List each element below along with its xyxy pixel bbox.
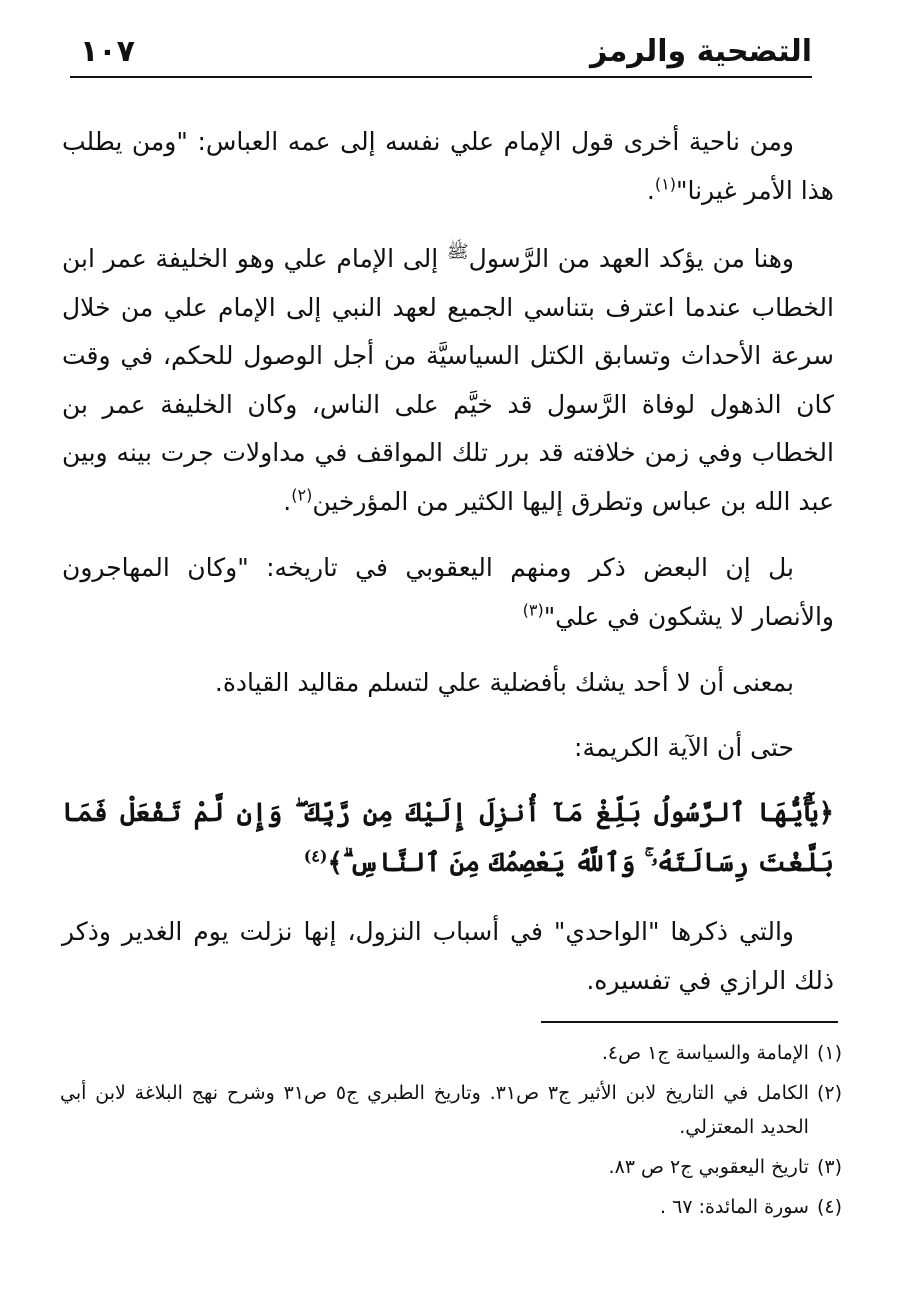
footnote-ref-3: (٣) [522, 600, 544, 620]
footnote-text: الكامل في التاريخ لابن الأثير ج٣ ص٣١. وتاريخ الطبري ج٥ ص٣١ وشرح نهج البلاغة لابن أبي الحديد المعتزلي. [60, 1082, 809, 1138]
footnote-ref-4: (٤) [303, 846, 328, 866]
paragraph-3 [62, 544, 834, 641]
honorific-symbol: ﷺ [446, 241, 469, 263]
paragraph-2-text-a: وهنا من يؤكد العهد من الرَّسول [468, 244, 794, 273]
footnote-number: (٣) [816, 1156, 842, 1178]
footnote-1 [60, 1036, 842, 1070]
paragraph-2 [62, 235, 834, 526]
footnote-number: (٤) [816, 1196, 842, 1218]
paragraph-1 [62, 118, 834, 215]
running-title: التضحية والرمز [590, 34, 812, 69]
page-number: ١٠٧ [80, 34, 135, 69]
body-text [62, 118, 834, 1005]
footnote-text: سورة المائدة: ٦٧ . [660, 1196, 809, 1218]
paragraph-1-text: ومن ناحية أخرى قول الإمام علي نفسه إلى عمه العباس: "ومن يطلب هذا الأمر غيرنا" [62, 127, 834, 205]
footnote-number: (١) [816, 1042, 842, 1064]
paragraph-5: حتى أن الآية الكريمة: [574, 732, 794, 762]
footnote-ref-1: (١) [654, 174, 676, 194]
paragraph-3-text: بل إن البعض ذكر ومنهم اليعقوبي في تاريخه: "وكان المهاجرون والأنصار لا يشكون في علي" [62, 553, 834, 631]
paragraph-1-end: . [646, 175, 655, 205]
footnote-text: الإمامة والسياسة ج١ ص٤. [601, 1042, 809, 1064]
page-header [70, 30, 812, 78]
footnotes [60, 1036, 842, 1230]
paragraph-6: والتي ذكرها "الواحدي" في أسباب النزول، إنها نزلت يوم الغدير وذكر ذلك الرازي في تفسيره. [62, 917, 834, 995]
footnote-2 [60, 1076, 842, 1144]
paragraph-4: بمعنى أن لا أحد يشك بأفضلية علي لتسلم مقاليد القيادة. [214, 668, 794, 697]
footnote-ref-2: (٢) [291, 485, 313, 505]
footnote-3 [60, 1150, 842, 1184]
footnote-text: تاريخ اليعقوبي ج٢ ص ٨٣. [608, 1156, 809, 1178]
quran-verse [62, 788, 834, 888]
footnote-number: (٢) [816, 1082, 842, 1104]
paragraph-2-text-b: إلى الإمام علي وهو الخليفة عمر ابن الخطاب عندما اعترف بتناسي الجميع لعهد النبي إلى الإمام علي من خلال سرعة الأحداث وتسابق الكتل السياسيَّة من أجل الوصول للحكم، في وقت كان الذهول لوفاة الرَّسول قد خيَّم على الناس، وكان الخليفة عمر بن الخطاب وفي زمن خلافته قد برر تلك المواقف في مداولات جرت بينه وبين عبد الله بن عباس وتطرق إليها الكثير من المؤرخين [62, 244, 834, 516]
footnote-rule [541, 1021, 838, 1023]
footnote-4 [60, 1190, 842, 1224]
header-rule [70, 76, 812, 78]
quran-verse-text: ﴿يَٰٓأَيُّهَا ٱلرَّسُولُ بَلِّغْ مَآ أُنزِلَ إِلَيْكَ مِن رَّبِّكَ ۖ وَإِن لَّمْ تَفْعَلْ فَمَا بَلَّغْتَ رِسَالَتَهُۥ ۚ وَٱللَّهُ يَعْصِمُكَ مِنَ ٱلنَّاسِ ۗ﴾ [62, 798, 834, 878]
paragraph-2-end: . [283, 486, 292, 516]
